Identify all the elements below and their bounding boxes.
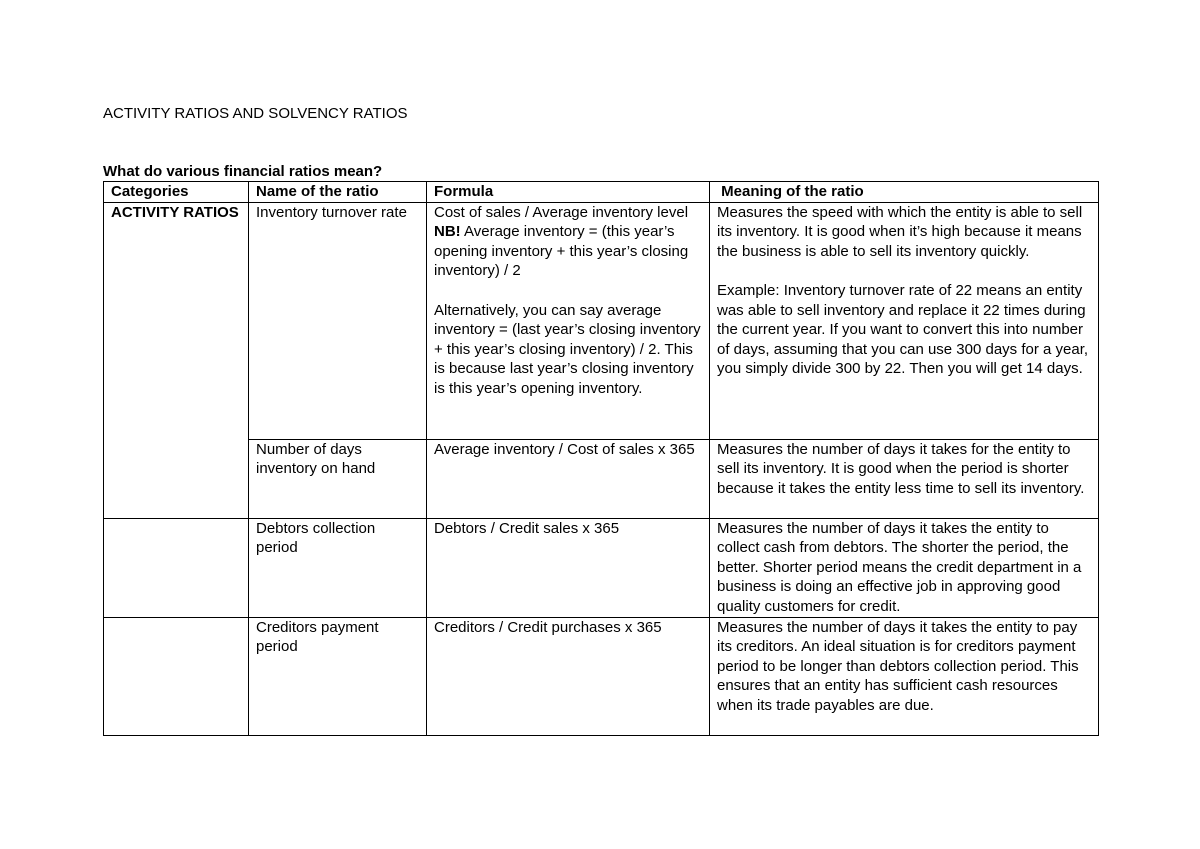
table-row (104, 617, 1099, 735)
table-row (104, 439, 1099, 518)
header-meaning: Meaning of the ratio (710, 182, 1099, 203)
table-caption: What do various financial ratios mean? (103, 163, 383, 180)
category-cell (104, 617, 249, 735)
page-title: ACTIVITY RATIOS AND SOLVENCY RATIOS (103, 105, 408, 122)
nb-label: NB! (434, 223, 461, 241)
header-ratio-name: Name of the ratio (249, 182, 427, 203)
formula-alternative: Alternatively, you can say average inventory = (last year’s closing inventory + this year’s closing inventory) / 2. This is because last year’s closing inventory is this year’s opening inventory. (434, 301, 701, 397)
table-row (104, 518, 1099, 617)
ratios-table (103, 181, 1099, 736)
meaning-example: Example: Inventory turnover rate of 22 means an entity was able to sell inventory and replace it 22 times during the current year. If you want to convert this into number of days, assuming that you can use 300 days for a year, you simply divide 300 by 22. Then you will get 14 days. (717, 281, 1089, 378)
category-cell (104, 439, 249, 518)
ratio-name-cell: Debtors collection period (249, 518, 427, 617)
category-cell (104, 518, 249, 617)
meaning-cell: Measures the number of days it takes the entity to pay its creditors. An ideal situation is for creditors payment period to be longer than debtors collection period. This ensures that an entity has sufficient cash resources when its trade payables are due. (710, 617, 1099, 735)
header-formula: Formula (427, 182, 710, 203)
formula-text: Cost of sales / Average inventory level (434, 203, 689, 221)
spacer (434, 281, 702, 301)
meaning-cell: Measures the number of days it takes for the entity to sell its inventory. It is good when the period is shorter because it takes the entity less time to sell its inventory. (710, 439, 1099, 518)
header-categories: Categories (104, 182, 249, 203)
ratio-name-cell: Number of days inventory on hand (249, 439, 427, 518)
table-header-row (104, 182, 1099, 203)
formula-cell: Creditors / Credit purchases x 365 (427, 617, 710, 735)
nb-text: Average inventory = (this year’s opening inventory + this year’s closing inventory) / 2 (434, 223, 689, 280)
formula-note (434, 222, 702, 281)
formula-cell: Debtors / Credit sales x 365 (427, 518, 710, 617)
category-cell: ACTIVITY RATIOS (104, 202, 249, 439)
meaning-text: Measures the speed with which the entity is able to sell its inventory. It is good when it’s high because it means the business is able to sell its inventory quickly. (717, 203, 1083, 260)
ratio-name-cell: Inventory turnover rate (249, 202, 427, 439)
spacer (717, 261, 1091, 281)
meaning-cell: Measures the number of days it takes the entity to collect cash from debtors. The shorter the period, the better. Shorter period means the credit department in a business is doing an effective job in approving good quality customers for credit. (710, 518, 1099, 617)
ratio-name-cell: Creditors payment period (249, 617, 427, 735)
formula-cell: Average inventory / Cost of sales x 365 (427, 439, 710, 518)
formula-cell (427, 202, 710, 439)
meaning-cell (710, 202, 1099, 439)
table-row (104, 202, 1099, 439)
